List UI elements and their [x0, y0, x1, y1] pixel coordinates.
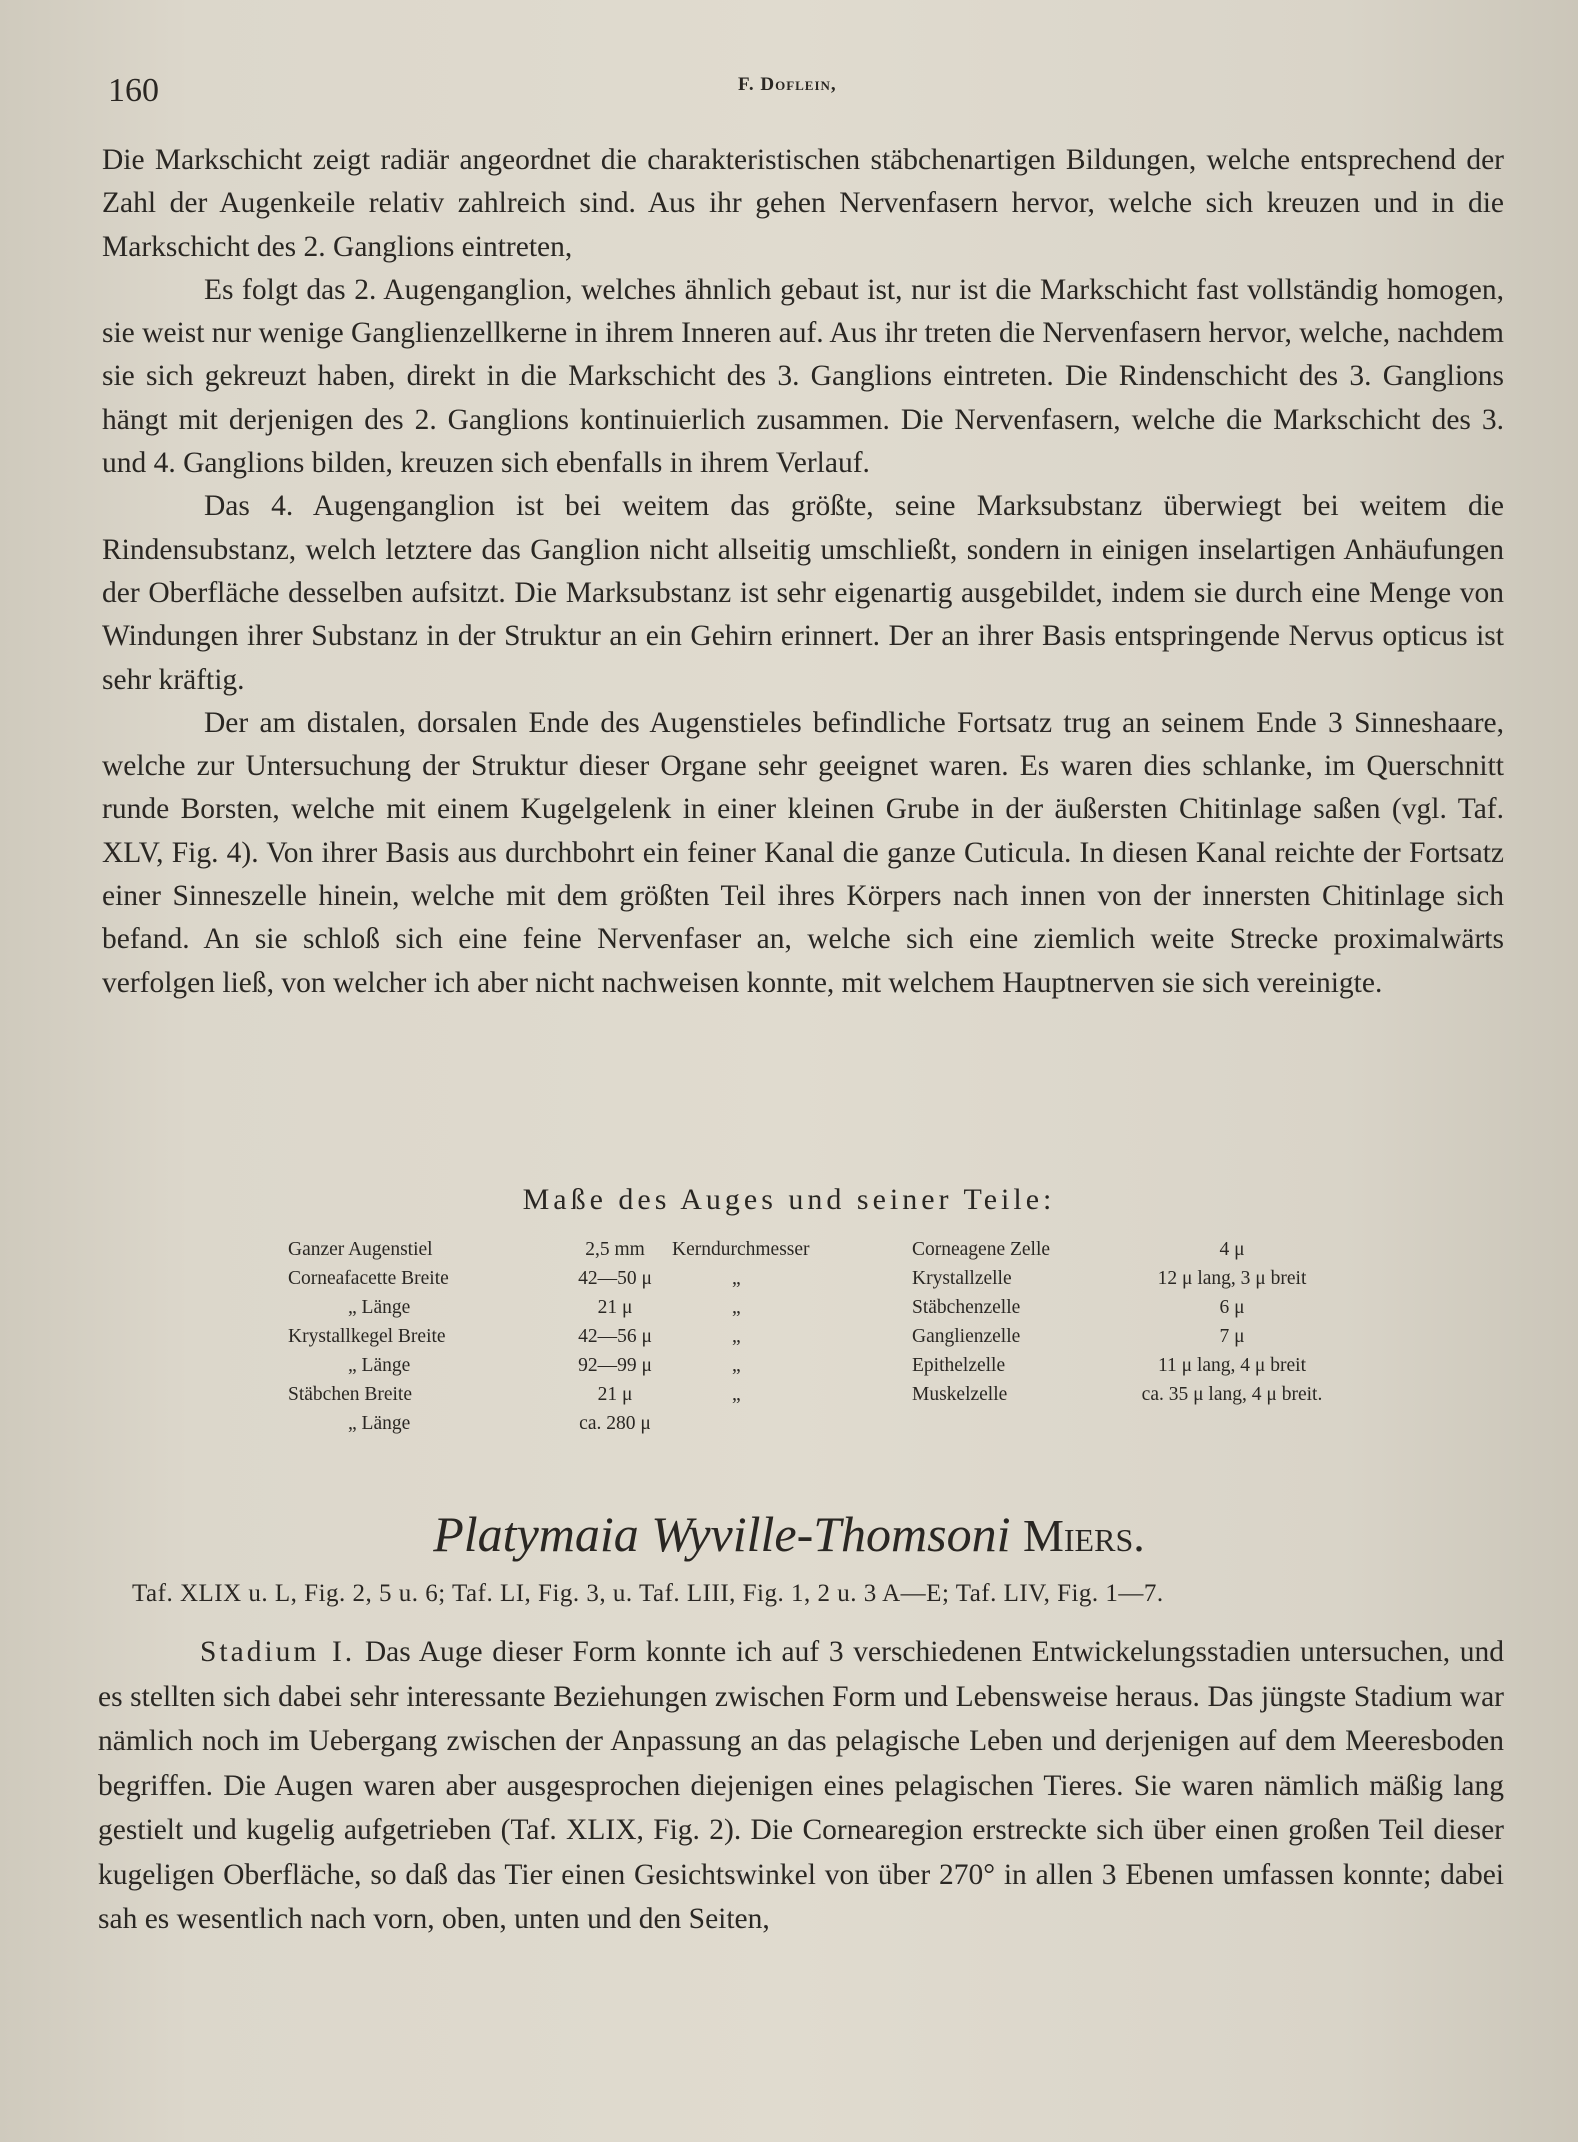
measure-value: 6 μ: [1219, 1297, 1245, 1318]
ditto-mark: „: [732, 1355, 741, 1376]
paragraph: Die Markschicht zeigt radiär angeordnet die charakteristischen stäbchenartigen Bildungen, welche entsprechend der Zahl der Augenkeile relativ zahlreich sind. Aus ihr gehen Nervenfasern hervor, welche sich kreuzen und in die Markschicht des 2. Ganglions eintreten,: [102, 144, 1504, 263]
table-row: [288, 1235, 670, 1264]
paragraph: Das 4. Augenganglion ist bei weitem das größte, seine Marksubstanz überwiegt bei weitem die Rindensubstanz, welch letztere das Ganglion nicht allseitig umschließt, sondern in einigen inselartigen Anhäufungen der Oberfläche desselben aufsitzt. Die Marksubstanz ist sehr eigenartig ausgebildet, indem sie durch eine Menge von Windungen ihrer Substanz in der Struktur an ein Gehirn erinnert. Der an ihrer Basis entspringende Nervus opticus ist sehr kräftig.: [102, 490, 1504, 696]
measures-table-right: [672, 1235, 1357, 1409]
measure-value: 12 μ lang, 3 μ breit: [1157, 1268, 1307, 1289]
measure-value: 2,5 mm: [585, 1239, 645, 1260]
measure-value: 42—50 μ: [578, 1268, 652, 1289]
measure-value: 11 μ lang, 4 μ breit: [1158, 1355, 1306, 1376]
table-row: [672, 1264, 1357, 1293]
measure-label: Stäbchen Breite: [288, 1384, 412, 1405]
running-head: F. Doflein,: [738, 74, 837, 95]
measure-value: 42—56 μ: [578, 1326, 652, 1347]
measure-value: 21 μ: [597, 1297, 633, 1318]
plate-references: Taf. XLIX u. L, Fig. 2, 5 u. 6; Taf. LI, Fig. 3, u. Taf. LIII, Fig. 1, 2 u. 3 A—E; Taf. LIV, Fig. 1—7.: [132, 1580, 1164, 1607]
table-row: [288, 1380, 670, 1409]
table-row: [672, 1351, 1357, 1380]
table-row: [672, 1293, 1357, 1322]
measure-key: Kerndurchmesser: [672, 1239, 810, 1260]
stadium-text: Das Auge dieser Form konnte ich auf 3 verschiedenen Entwickelungsstadien untersuchen, und es stellten sich dabei sehr interessante Beziehungen zwischen Form und Lebensweise heraus. Das jüngste Stadium war nämlich noch im Uebergang zwischen der Anpassung an das pelagische Leben und derjenigen auf dem Meeresboden begriffen. Die Augen waren aber ausgesprochen diejenigen eines pelagischen Tieres. Sie waren nämlich mäßig lang gestielt und kugelig aufgetrieben (Taf. XLIX, Fig. 2). Die Cornearegion erstreckte sich über einen großen Teil dieser kugeligen Oberfläche, so daß das Tier einen Gesichtswinkel von über 270° in allen 3 Ebenen umfassen konnte; dabei sah es wesentlich nach vorn, oben, unten und den Seiten,: [98, 1636, 1504, 1935]
body-text-bottom: [98, 1630, 1504, 1942]
table-row: [672, 1235, 1357, 1264]
table-row: [288, 1264, 670, 1293]
measure-label: „ Länge: [348, 1413, 411, 1434]
measure-label: „ Länge: [348, 1355, 411, 1376]
measure-label: Epithelzelle: [912, 1355, 1006, 1376]
measure-value: ca. 280 μ: [579, 1413, 651, 1434]
measure-value: 21 μ: [597, 1384, 633, 1405]
page-number: 160: [108, 72, 159, 109]
paragraph: Es folgt das 2. Augenganglion, welches ähnlich gebaut ist, nur ist die Markschicht fast vollständig homogen, sie weist nur wenige Ganglienzellkerne in ihrem Inneren auf. Aus ihr treten die Nervenfasern hervor, welche, nachdem sie sich gekreuzt haben, direkt in die Markschicht des 3. Ganglions eintreten. Die Rindenschicht des 3. Ganglions hängt mit derjenigen des 2. Ganglions kontinuierlich zusammen. Die Nervenfasern, welche die Markschicht des 3. und 4. Ganglions bilden, kreuzen sich ebenfalls in ihrem Verlauf.: [102, 273, 1504, 480]
paragraph: Der am distalen, dorsalen Ende des Augenstieles befindliche Fortsatz trug an seinem Ende 3 Sinneshaare, welche zur Untersuchung der Struktur dieser Organe sehr geeignet waren. Es waren dies schlanke, im Querschnitt runde Borsten, welche mit einem Kugelgelenk in einer kleinen Grube in der äußersten Chitinlage saßen (vgl. Taf. XLV, Fig. 4). Von ihrer Basis aus durchbohrt ein feiner Kanal die ganze Cuticula. In diesen Kanal reichte der Fortsatz einer Sinneszelle hinein, welche mit dem größten Teil ihres Körpers nach innen von der innersten Chitinlage sich befand. An sie schloß sich eine feine Nervenfaser an, welche sich eine ziemlich weite Strecke proximalwärts verfolgen ließ, von welcher ich aber nicht nachweisen konnte, mit welchem Hauptnerven sie sich vereinigte.: [102, 706, 1504, 999]
species-heading: [0, 1505, 1578, 1563]
measure-label: Ganglienzelle: [912, 1326, 1021, 1347]
measure-value: 4 μ: [1219, 1239, 1245, 1260]
ditto-mark: „: [732, 1268, 741, 1289]
table-row: [672, 1322, 1357, 1351]
stadium-label: Stadium I.: [200, 1636, 356, 1668]
measure-value: 92—99 μ: [578, 1355, 652, 1376]
measure-value: ca. 35 μ lang, 4 μ breit.: [1141, 1384, 1323, 1405]
table-row: [672, 1380, 1357, 1409]
species-author: Miers.: [1023, 1510, 1145, 1561]
ditto-mark: „: [732, 1326, 741, 1347]
table-row: [288, 1293, 670, 1322]
species-name: Platymaia Wyville-Thomsoni: [433, 1506, 1011, 1562]
measure-value: 7 μ: [1219, 1326, 1245, 1347]
measure-label: Krystallkegel Breite: [288, 1326, 446, 1347]
ditto-mark: „: [732, 1297, 741, 1318]
table-row: [288, 1351, 670, 1380]
paragraph: [98, 1630, 1504, 1942]
measure-label: „ Länge: [348, 1297, 411, 1318]
measure-label: Corneafacette Breite: [288, 1268, 449, 1289]
ditto-mark: „: [732, 1384, 741, 1405]
measure-label: Muskelzelle: [912, 1384, 1008, 1405]
table-row: [288, 1322, 670, 1351]
body-text-top: [102, 139, 1504, 1005]
measure-label: Krystallzelle: [912, 1268, 1012, 1289]
measures-table-left: [288, 1235, 670, 1438]
table-row: [288, 1409, 670, 1438]
measure-label: Ganzer Augenstiel: [288, 1239, 433, 1260]
measures-title: Maße des Auges und seiner Teile:: [522, 1183, 1056, 1216]
page-header: [108, 72, 1508, 112]
measure-label: Corneagene Zelle: [912, 1239, 1051, 1260]
measure-label: Stäbchenzelle: [912, 1297, 1021, 1318]
